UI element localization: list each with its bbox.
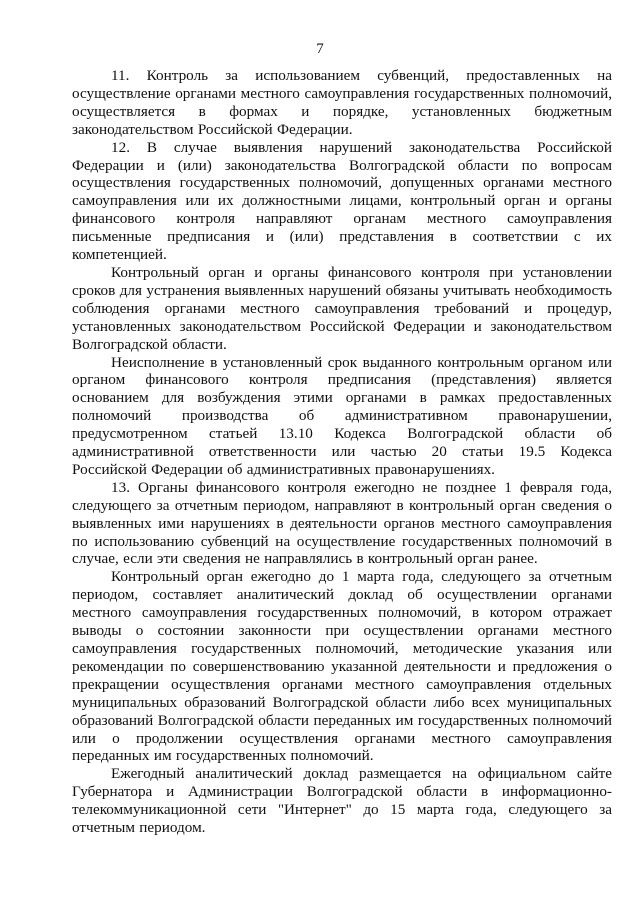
- paragraph-13: 13. Органы финансового контроля ежегодно не позднее 1 февраля года, следующего за отчетным периодом, направляют в контрольный орган сведения о выявленных ими нарушениях в деятельности органов местного самоуправления по использованию субвенций на осуществление государственных полномочий в случае, если эти сведения не направлялись в контрольный орган ранее.: [72, 478, 612, 568]
- document-body: [72, 67, 612, 837]
- paragraph-12-deadlines: Контрольный орган и органы финансового контроля при установлении сроков для устранения выявленных нарушений обязаны учитывать необходимость соблюдения органами местного самоуправления требований и процедур, установленных законодательством Российской Федерации и законодательством Волгоградской области.: [72, 263, 612, 353]
- paragraph-12: 12. В случае выявления нарушений законодательства Российской Федерации и (или) законодательства Волгоградской области по вопросам осуществления государственных полномочий, допущенных органами местного самоуправления или их должностными лицами, контрольный орган и органы финансового контроля направляют органам местного самоуправления письменные предписания и (или) представления в соответствии с их компетенцией.: [72, 138, 612, 264]
- page-number: 7: [316, 41, 324, 57]
- paragraph-11: 11. Контроль за использованием субвенций, предоставленных на осуществление органами местного самоуправления государственных полномочий, осуществляется в формах и порядке, установленных бюджетным законодательством Российской Федерации.: [72, 67, 612, 138]
- paragraph-12-noncompliance: Неисполнение в установленный срок выданного контрольным органом или органом финансового контроля предписания (представления) является основанием для возбуждения этими органами в рамках предоставленных полномочий производства об административном правонарушении, предусмотренном статьей 13.10 Кодекса Волгоградской области об административной ответственности или частью 20 статьи 19.5 Кодекса Российской Федерации об административных правонарушениях.: [72, 353, 612, 478]
- paragraph-13-annual-report: Контрольный орган ежегодно до 1 марта года, следующего за отчетным периодом, составляет аналитический доклад об осуществлении органами местного самоуправления государственных полномочий, в котором отражает выводы о состоянии законности при осуществлении органами местного самоуправления государственных полномочий, методические указания или рекомендации по совершенствованию указанной деятельности и предложения о прекращении осуществления органами местного самоуправления отдельных муниципальных образований Волгоградской области либо всех муниципальных образований Волгоградской области переданных им государственных полномочий или о продолжении осуществления органами местного самоуправления переданных им государственных полномочий.: [72, 568, 612, 765]
- paragraph-13-report-publication: Ежегодный аналитический доклад размещается на официальном сайте Губернатора и Администрации Волгоградской области в информационно-телекоммуникационной сети "Интернет" до 15 марта года, следующего за отчетным периодом.: [72, 765, 612, 837]
